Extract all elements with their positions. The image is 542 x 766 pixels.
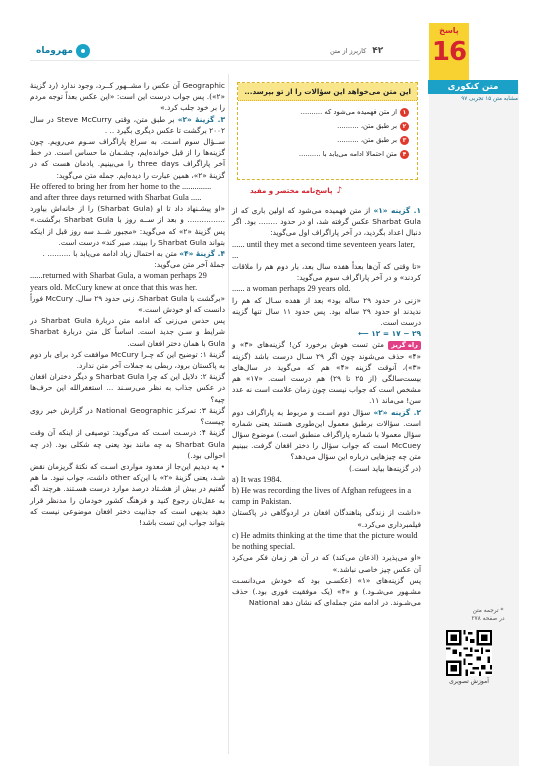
paragraph-text: (در گزینه‌ها بیاید است.): [349, 463, 421, 473]
paragraph-text: گزینهٔ ۲: دلایل این که چرا Sharbat Gula و دیگر دختران افغان در عکس جذاب به نظر می‌رسـند ... استغفرالله این حرف‌ها چیه؟: [30, 372, 225, 404]
translation-reference: [458, 607, 518, 623]
page-header: [330, 46, 383, 56]
paragraph-text: Geographic آن عکس را مشــهور کــرد، وجود ندارد (رد گزینهٔ «۲»). پس جواب درست این است: «این عکس بعداً توجه مردم را بر خود جلب کرد.»: [30, 81, 225, 113]
paragraph-text: پس گزینه‌های «۱» (عکسـی بود که خودش می‌دانسـت مشـهور می‌شـود.) و «۴» (یک موفقیت فوری بود.) حذف می‌شـوند. در ادامه متن جمله‌ای که نشان دهد National: [232, 575, 422, 608]
paragraph-text: گزینهٔ ۴: درسـت اسـت که می‌گوید: توصیفی از اینکه آن وقت Sharbat Gula به چه مانند بود یعنی چه شکلی بود. (در چه احوالی بود.): [30, 428, 226, 460]
paragraph-text: «او می‌پذیرد (اذعان می‌کند) که در آن هر زمان فکر می‌کرد آن عکس چیز خاصی نباشد.»: [232, 553, 421, 574]
question-text: متن احتمالا ادامه می‌یابد با ..........: [298, 150, 397, 158]
publisher-name: مهروماه: [36, 46, 73, 56]
translation-reference-line2: در صفحه ۲۷۸: [471, 616, 505, 622]
english-quote: b) He was recording the lives of Afghan refugees in a camp in Pakistan.: [232, 486, 412, 507]
publisher-logo: [36, 44, 90, 58]
paragraph-text: پس حدس می‌زنی که ادامه متن دربارهٔ Sharbat Gula در شرایط و سـن جدید است. اساساً کل متن دربارهٔ Sharbat Gula با همان دختر افغان است.: [30, 316, 225, 348]
question-number-badge: ۴: [400, 150, 409, 159]
english-quote: He offered to bring her from her home to the .............. and after three days returned with Sharbat Gula .....: [30, 181, 212, 203]
answer-paragraph: [232, 205, 421, 239]
paragraph-text: گزینهٔ ۱: توضیح این که چـرا McCury موافقت کرد برای بار دوم به پاکستان برود، ربطی به جملات آخر متن ندارد.: [30, 349, 225, 371]
question-item: [241, 147, 409, 161]
answer-paragraph: [30, 248, 225, 259]
answer-paragraph: [30, 114, 225, 136]
question-item: [241, 119, 409, 133]
question-list: [241, 105, 409, 161]
answer-tab-word: پاسخ: [439, 26, 459, 35]
question-text: از متن فهمیده می‌شود که ..........: [300, 108, 397, 116]
paragraph-text: بر طبق متن، وقتی Steve McCurry در سال ۲۰۰۲ برگشت تا عکس دیگری بگیرد .. .: [30, 114, 225, 135]
english-quote: ......returned with Sharbat Gula, a woman perhaps 29 years old. McCury knew at once that this was her.: [30, 271, 207, 292]
answer-tab: [429, 23, 469, 81]
answer-paragraph: [232, 507, 421, 529]
answer-paragraph: [30, 136, 225, 181]
answer-paragraph: [30, 405, 225, 427]
english-quote: ...... a woman perhaps 29 years old.: [232, 284, 351, 294]
answer-paragraph: [232, 295, 421, 329]
music-note-icon: ♪: [336, 186, 343, 196]
english-quote: a) It was 1984.: [232, 474, 282, 484]
paragraph-text: از متن فهمیده می‌شود که اولین باری که از Sharbat Gula عکس گرفته شد، او در حدود ........ بود. اگر دنبال اعداد بگردید، در آخر پاراگراف اول می‌گوید:: [232, 206, 421, 238]
answer-paragraph: [30, 427, 225, 461]
question-number-badge: ۲: [400, 122, 409, 131]
answer-paragraph: [30, 315, 225, 349]
question-item: [241, 105, 409, 119]
answer-paragraph: [232, 463, 421, 474]
tip-badge: راه گریز: [388, 341, 421, 350]
qr-code[interactable]: [446, 630, 492, 676]
answer-paragraph: [30, 371, 225, 405]
answer-section-heading: [250, 186, 342, 196]
passage-type-title: متن کنکوری: [428, 80, 518, 94]
paragraph-text: ســؤال سوم اسـت. به سراغ پاراگراف سـوم می‌رویم. چون گزینه‌ها را از قبل خوانده‌ایم، چشـمان ما حساس است. در خط آخر پاراگراف three days را می‌بینیم. یادمان هست که در گزینهٔ «۲»، همین عبارت را دیده‌ایم. جمله متن می‌گوید:: [30, 137, 225, 180]
paragraph-text: جملهٔ آخر متن می‌گوید:: [154, 260, 225, 270]
answer-paragraph: [232, 407, 421, 463]
answer-label: ۴. گزینهٔ «۴»: [179, 249, 225, 259]
qr-code-icon: [446, 630, 492, 676]
answer-paragraph: [30, 349, 225, 371]
paragraph-text: «برگشت با Sharbat Gula، زنی حدود ۲۹ سال. McCury فوراً دانست که او خودش است.»: [30, 293, 225, 315]
paragraph-text: «داشت از زندگی پناهندگان افغان در اردوگاهی در پاکستان فیلمبرداری می‌کرد.»: [232, 508, 421, 529]
answer-paragraph: [232, 261, 421, 283]
answer-paragraph: [232, 328, 421, 339]
answers-column-left: [30, 80, 225, 528]
qr-code-label: آموزش تصویری: [449, 678, 489, 685]
answer-label: ۳. گزینهٔ «۲»: [177, 114, 226, 124]
paragraph-text: «تا وقتی که آن‌ها بعداً هفده سال بعد، بار دوم هم را ملاقات کردند» و در آخر پاراگراف سوم می‌گوید:: [232, 262, 421, 283]
answer-tab-number: 16: [431, 37, 467, 67]
page-number: ۴۲: [372, 46, 384, 56]
answer-paragraph: [30, 203, 225, 248]
question-box-heading: این متن می‌خواهد این سؤالات را از تو بپرسد...: [244, 87, 411, 96]
header-rule: [30, 60, 420, 61]
paragraph-text: سؤال دوم اسـت و مربوط به پاراگراف دوم است. سؤالات برطبق معمول این‌طوری هستند یعنی شماره سؤال معمولا با شماره پاراگراف منطبق است.) موضوع سؤال McCuey است که جواب سؤال را دختر افغان گرفت. ببینیم متن چه چیزهایی درباره این سؤال می‌دهد؟: [232, 407, 421, 462]
answer-paragraph: [30, 259, 225, 270]
paragraph-text: گزینهٔ ۳: تمرکـز National Geographic در گزارش خبر روی چیست؟: [30, 405, 225, 427]
question-number-badge: ۳: [400, 136, 409, 145]
section-title: کاربرز از متن: [330, 47, 367, 55]
english-quote: c) He admits thinking at the time that the picture would be nothing special.: [232, 530, 418, 552]
answer-paragraph: [30, 461, 225, 528]
question-box-header: [238, 83, 417, 101]
paragraph-text: «زنی در حدود ۲۹ ساله بود» بعد از هفده سـال که هم را ندیدند او حدود ۲۹ ساله بود. پس حدود ۱۱ سال تنها گزینه درست است.: [232, 295, 421, 328]
answer-label: ۲۹ − ۱۷ = ۱۲ ⟵: [358, 329, 421, 339]
paragraph-text: متن تست هوش برخورد کن! گزینه‌های «۳» و «۴» حذف می‌شوند چون اگر ۲۹ سـال درست باشد (گزینه «۳»)، آنوقت گزینه «۴» هم که می‌گوید در سال‌های بیست‌سالگی (از ۲۵ تا ۲۹) هم درست است. «۱۷» هم مشخص است که جواب نیست چون زمان علامت است نه عدد سن! می‌ماند ۱۱.: [232, 340, 422, 406]
column-divider: [228, 74, 229, 754]
question-text: بر طبق متن، ..........: [337, 136, 397, 144]
passage-type-subtitle: مشابه متن ۱۵ تجربی ۹۷: [461, 96, 518, 102]
question-text: بر طبق متن، ..........: [337, 122, 397, 130]
answer-label: ۲. گزینه «۲»: [373, 407, 421, 417]
answers-column-right: [232, 205, 421, 608]
answer-paragraph: [30, 80, 225, 114]
answer-paragraph: [232, 339, 421, 406]
translation-reference-line1: * ترجمه متن: [472, 608, 504, 614]
answer-paragraph: [232, 552, 421, 574]
paragraph-text: • یه دیدیم این‌جا از معدود مواردی اسـت که نکتهٔ گریزمان نقض شـد، یعنی گزینهٔ «۲» با این‌که other داشت، جواب نبود. ما هم گفتیم در بیش از هشـتاد درصد موارد درست هسـتند. هرچند اگه به عقل‌تان رجوع کنید و فرهنگ کشور خودمان را مدنظر قرار دهید بدیهی است که جذابیت دختر افغان موضوعی نیست که بتواند جواب این تست باشد!: [30, 461, 225, 527]
paragraph-text: «او پیشـنهاد داد تا او (Sharbat Gula) را از خانه‌اش بیاورد ................ و بعد از ســه روز با Sharbat Gula برگشت.» پس گزینهٔ «۲» که می‌گوید: «مجبور شــد سه روز قبل از اینکه بتواند Sharbat Gula را ببیند، صبر کند» درست است.: [30, 204, 225, 247]
answer-section-title: پاسخ‌نامه مختصر و مفید: [250, 187, 333, 195]
answer-label: ۱. گزینه «۱»: [373, 206, 421, 215]
question-number-badge: ۱: [400, 108, 409, 117]
paragraph-text: متن به احتمال زیاد ادامه می‌یابد با .......... .: [42, 249, 180, 259]
question-box: [237, 82, 418, 180]
answer-paragraph: [232, 575, 421, 609]
english-quote: ...... until they met a second time seventeen years later, ...: [232, 239, 415, 260]
answer-paragraph: [30, 293, 225, 315]
publisher-logo-icon: [76, 44, 90, 58]
question-item: [241, 133, 409, 147]
